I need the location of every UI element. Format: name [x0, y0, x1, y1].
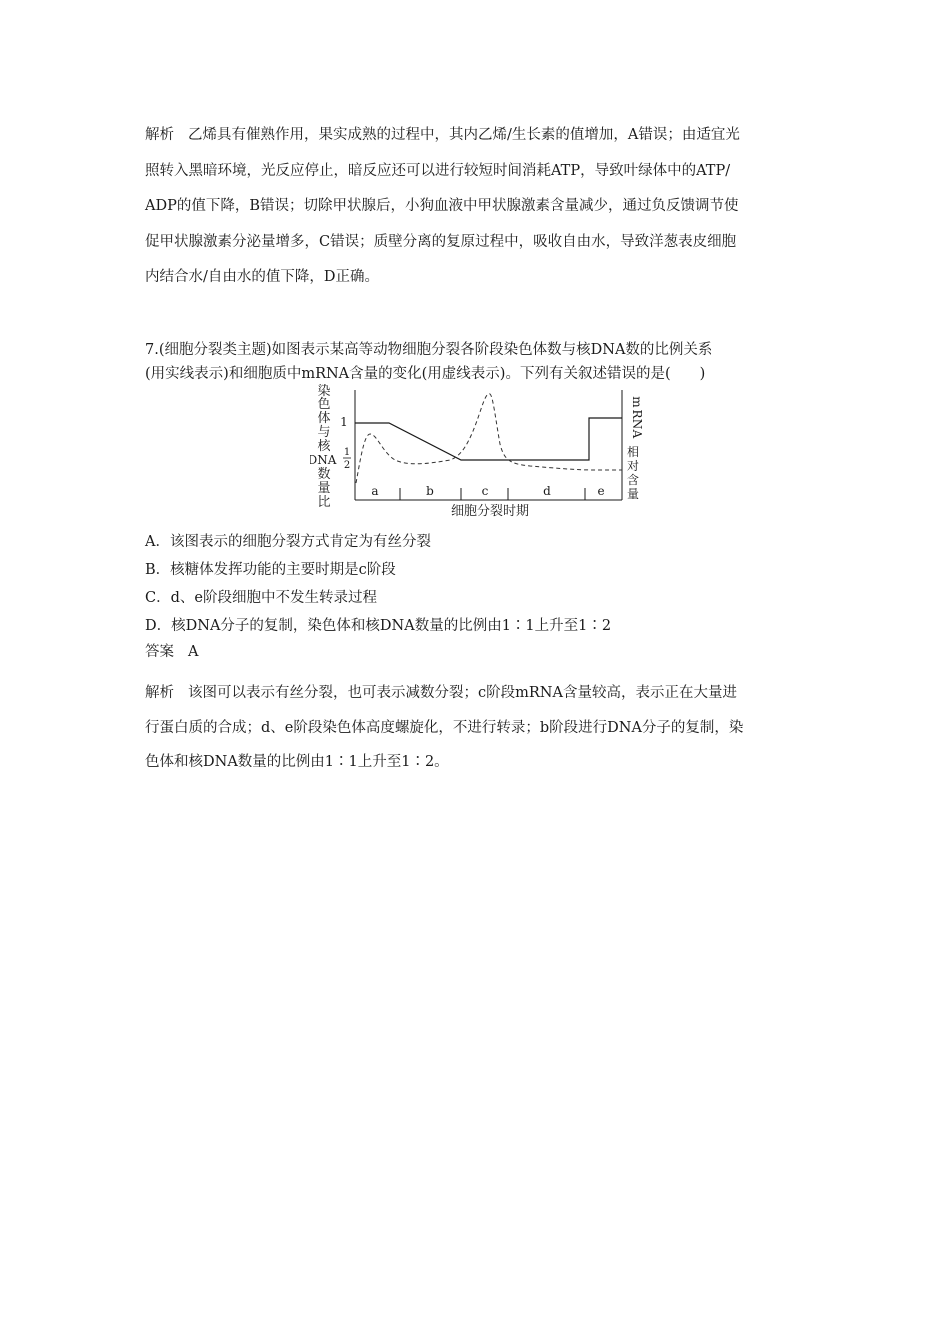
answer-value: A: [188, 644, 199, 660]
y-tick-half-numerator: 1: [343, 447, 351, 458]
stage-label-b: b: [426, 484, 434, 498]
y-label-char: 核: [317, 439, 331, 454]
x-axis-label: 细胞分裂时期: [450, 504, 530, 519]
stage-label-d: d: [543, 484, 551, 498]
y-label-right-char: N: [630, 418, 644, 430]
stage-label-c: c: [481, 484, 489, 498]
y-label-right-char: m: [630, 396, 644, 408]
mrna-dashed-line: [356, 394, 622, 483]
analysis-line: 照转入黑暗环境，光反应停止，暗反应还可以进行较短时间消耗ATP，导致叶绿体中的ATP/: [145, 162, 731, 179]
y-label-right-char: 含: [626, 473, 640, 487]
analysis-line: 内结合水/自由水的值下降，D正确。: [145, 269, 380, 285]
y-label-char: 与: [317, 425, 331, 440]
option-c: C．d、e阶段细胞中不发生转录过程: [145, 590, 377, 606]
y-label-right-char: 对: [626, 459, 640, 473]
y-label-char: DNA: [310, 453, 337, 467]
analysis-label: 解析: [145, 685, 174, 701]
figure-graph: [310, 382, 650, 522]
analysis-label: 解析: [145, 127, 174, 143]
y-label-right: [627, 396, 644, 501]
option-a: A．该图表示的细胞分裂方式肯定为有丝分裂: [145, 534, 431, 550]
y-tick-1: 1: [340, 415, 348, 429]
analysis-line: 促甲状腺激素分泌量增多，C错误；质壁分离的复原过程中，吸收自由水，导致洋葱表皮细胞: [145, 233, 737, 250]
options-list: [145, 528, 810, 640]
y-label-right-char: R: [630, 409, 644, 419]
answer-line: [145, 640, 198, 664]
stage-labels: [371, 484, 604, 498]
y-label-char: 体: [317, 411, 331, 426]
y-label-right-char: 相: [626, 445, 640, 459]
analysis-line: ADP的值下降，B错误；切除甲状腺后，小狗血液中甲状腺激素含量减少，通过负反馈调节使: [145, 198, 739, 214]
analysis-line: 行蛋白质的合成；d、e阶段染色体高度螺旋化，不进行转录；b阶段进行DNA分子的复制，染: [145, 719, 744, 736]
y-tick-half-denominator: 2: [343, 460, 351, 471]
cell-division-figure: [310, 382, 650, 522]
analysis-paragraph-2: [145, 676, 810, 780]
question-stem: [145, 338, 810, 386]
question-line: 7.(细胞分裂类主题)如图表示某高等动物细胞分裂各阶段染色体数与核DNA数的比例关系: [145, 342, 713, 358]
question-line: (用实线表示)和细胞质中mRNA含量的变化(用虚线表示)。下列有关叙述错误的是( ): [145, 366, 706, 382]
option-d: D．核DNA分子的复制，染色体和核DNA数量的比例由1∶1上升至1∶2: [145, 618, 612, 634]
y-label-char: 比: [317, 495, 331, 510]
stage-label-a: a: [371, 484, 379, 498]
y-label-char: 色: [317, 397, 331, 412]
option-b: B．核糖体发挥功能的主要时期是c阶段: [145, 562, 396, 578]
y-label-char: 量: [317, 481, 331, 496]
y-label-right-char: 量: [626, 487, 640, 501]
analysis-line: 解析 乙烯具有催熟作用，果实成熟的过程中，其内乙烯/生长素的值增加，A错误；由适宜光: [145, 127, 740, 143]
y-label-char: 数: [317, 467, 331, 482]
answer-label: 答案: [145, 644, 174, 660]
analysis-paragraph-1: [145, 118, 810, 296]
analysis-line: 解析 该图可以表示有丝分裂，也可表示减数分裂；c阶段mRNA含量较高，表示正在大量进: [145, 685, 737, 701]
ratio-solid-line: [355, 418, 622, 460]
analysis-line: 色体和核DNA数量的比例由1∶1上升至1∶2。: [145, 754, 449, 770]
y-label-right-char: A: [630, 429, 644, 439]
y-label-char: 染: [317, 384, 331, 399]
stage-label-e: e: [597, 484, 605, 498]
y-label-left: [310, 383, 337, 510]
